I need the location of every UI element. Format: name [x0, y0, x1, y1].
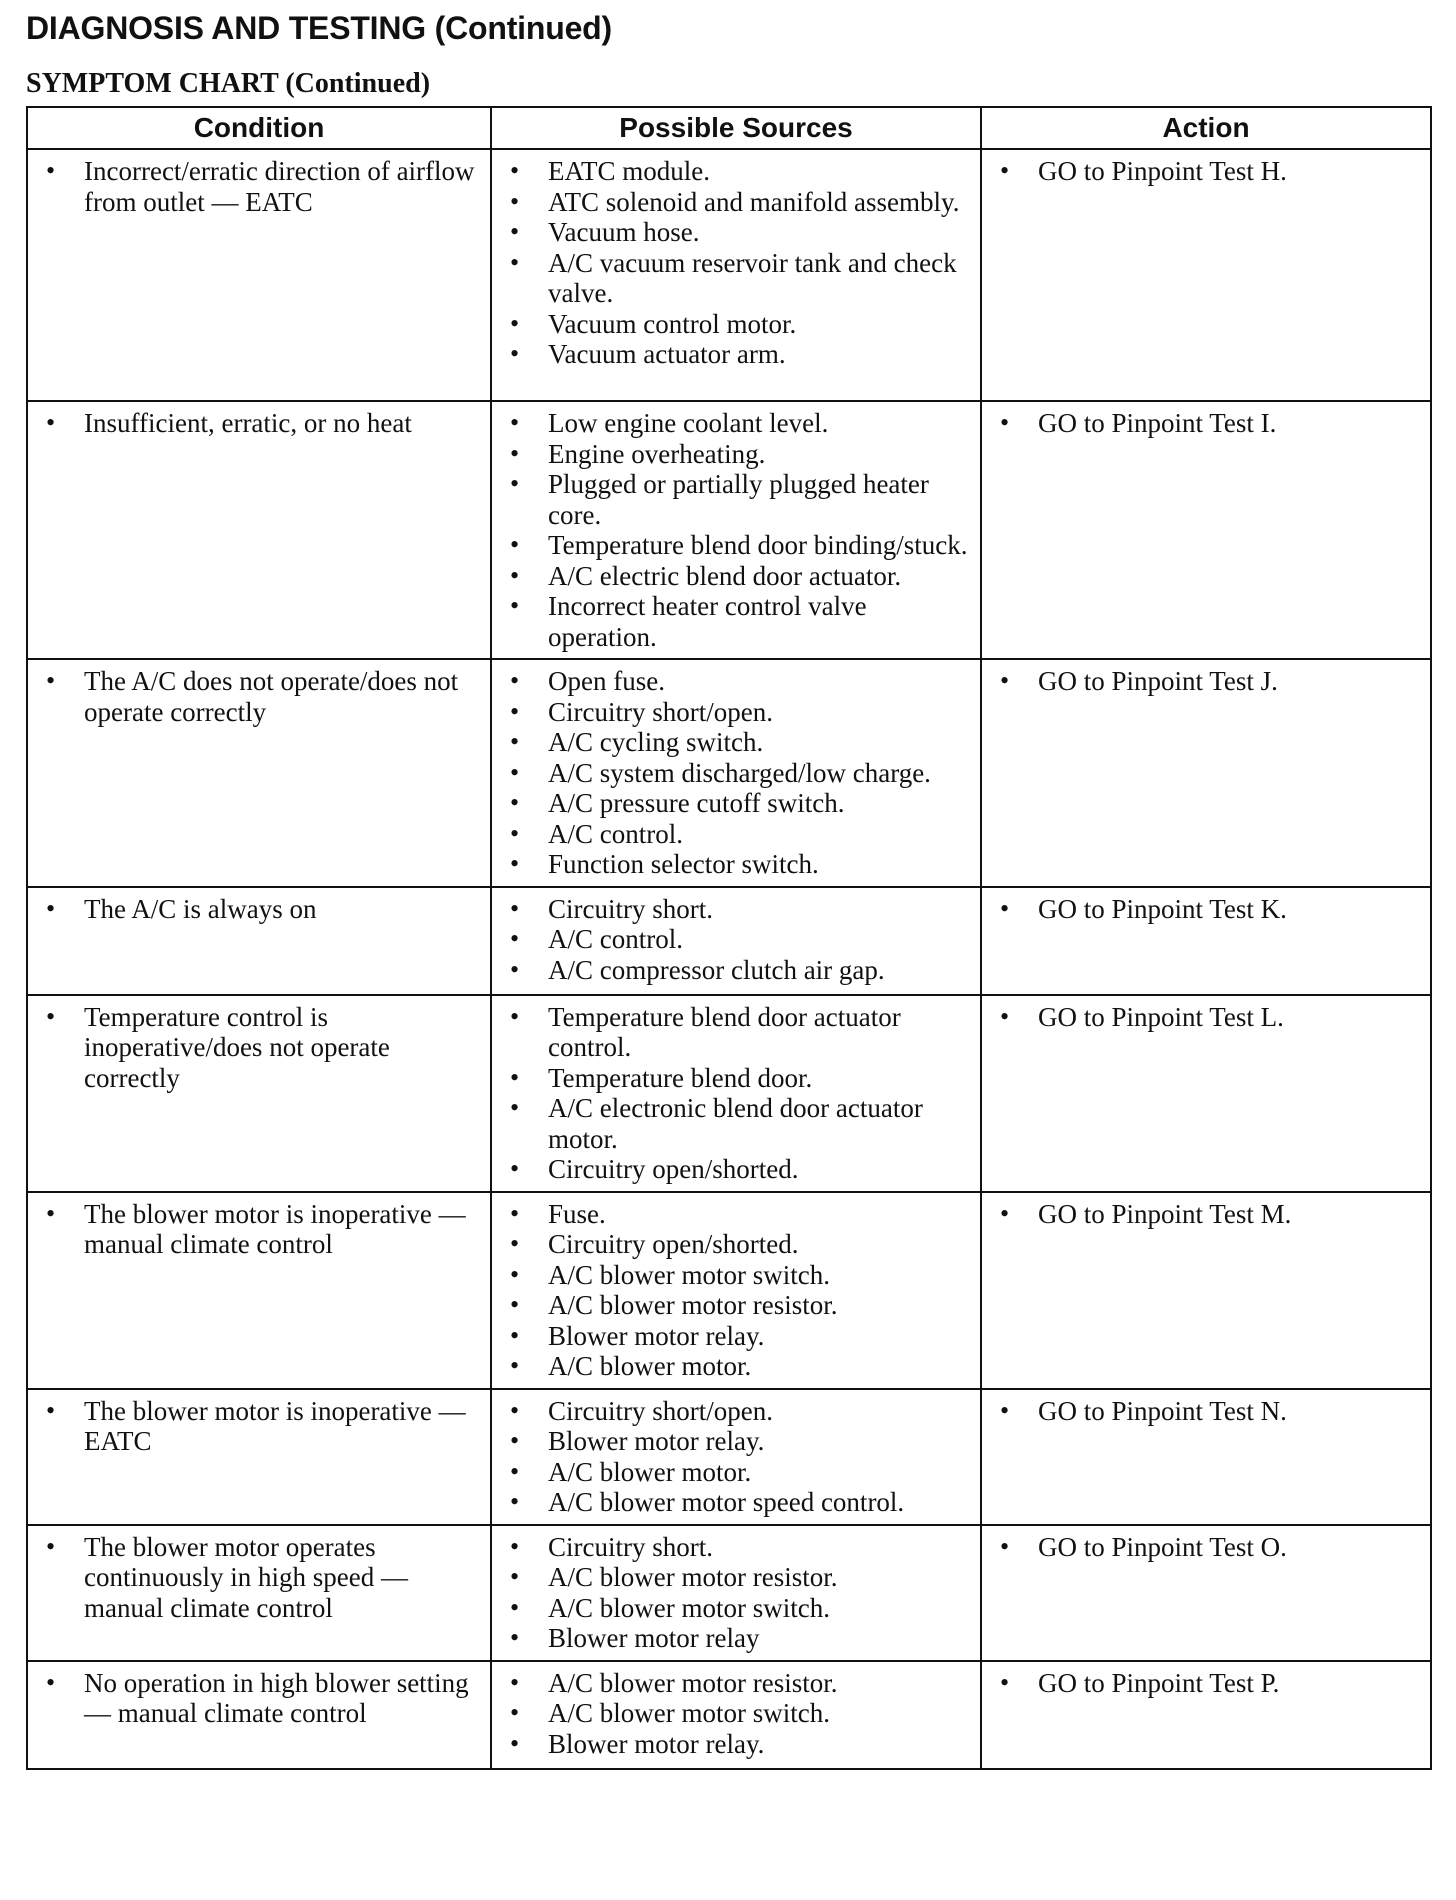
condition-cell — [27, 149, 491, 401]
possible-source-item: • A/C control. — [506, 819, 972, 850]
condition-text: • Incorrect/erratic direction of airflow from outlet — EATC — [42, 156, 482, 217]
condition-cell — [27, 1192, 491, 1389]
possible-source-item: • A/C compressor clutch air gap. — [506, 955, 972, 986]
possible-source-item: • Circuitry short/open. — [506, 697, 972, 728]
possible-sources-cell — [491, 149, 981, 401]
action-text: • GO to Pinpoint Test P. — [996, 1668, 1422, 1699]
action-cell — [981, 995, 1431, 1192]
action-cell — [981, 1389, 1431, 1525]
action-cell — [981, 401, 1431, 659]
condition-text: • The A/C is always on — [42, 894, 482, 925]
table-row — [27, 659, 1431, 887]
condition-text: • The blower motor is inoperative — EATC — [42, 1396, 482, 1457]
possible-source-item: • Circuitry short. — [506, 894, 972, 925]
condition-text: • Temperature control is inoperative/does not operate correctly — [42, 1002, 482, 1094]
possible-sources-cell — [491, 1525, 981, 1661]
action-cell — [981, 887, 1431, 995]
action-cell — [981, 1661, 1431, 1769]
condition-cell — [27, 887, 491, 995]
action-text: • GO to Pinpoint Test H. — [996, 156, 1422, 187]
section-subtitle: SYMPTOM CHART (Continued) — [26, 68, 431, 99]
possible-source-item: • Function selector switch. — [506, 849, 972, 880]
possible-source-item: • A/C cycling switch. — [506, 727, 972, 758]
possible-source-item: • Vacuum control motor. — [506, 309, 972, 340]
table-row — [27, 401, 1431, 659]
possible-sources-cell — [491, 401, 981, 659]
action-text: • GO to Pinpoint Test I. — [996, 408, 1422, 439]
possible-source-item: • Temperature blend door actuator control. — [506, 1002, 972, 1063]
action-cell — [981, 1525, 1431, 1661]
table-row — [27, 995, 1431, 1192]
possible-source-item: • Blower motor relay. — [506, 1321, 972, 1352]
possible-sources-cell — [491, 995, 981, 1192]
table-row — [27, 1661, 1431, 1769]
table-body — [27, 149, 1431, 1769]
possible-source-item: • A/C electric blend door actuator. — [506, 561, 972, 592]
condition-cell — [27, 659, 491, 887]
action-cell — [981, 1192, 1431, 1389]
condition-text: • The blower motor operates continuously in high speed — manual climate control — [42, 1532, 482, 1624]
condition-text: • The blower motor is inoperative — manual climate control — [42, 1199, 482, 1260]
page-title: DIAGNOSIS AND TESTING (Continued) — [26, 10, 612, 46]
possible-source-item: • Blower motor relay. — [506, 1729, 972, 1760]
action-text: • GO to Pinpoint Test K. — [996, 894, 1422, 925]
condition-cell — [27, 1661, 491, 1769]
possible-source-item: • A/C pressure cutoff switch. — [506, 788, 972, 819]
possible-sources-cell — [491, 1192, 981, 1389]
action-cell — [981, 659, 1431, 887]
action-text: • GO to Pinpoint Test M. — [996, 1199, 1422, 1230]
column-header-action: Action — [981, 107, 1431, 149]
condition-cell — [27, 995, 491, 1192]
possible-sources-cell — [491, 1661, 981, 1769]
possible-source-item: • Circuitry open/shorted. — [506, 1154, 972, 1185]
possible-source-item: • A/C blower motor switch. — [506, 1593, 972, 1624]
table-row — [27, 887, 1431, 995]
possible-sources-cell — [491, 659, 981, 887]
possible-source-item: • Blower motor relay — [506, 1623, 972, 1654]
action-cell — [981, 149, 1431, 401]
possible-sources-cell — [491, 1389, 981, 1525]
condition-text: • The A/C does not operate/does not operate correctly — [42, 666, 482, 727]
table-row — [27, 149, 1431, 401]
possible-source-item: • A/C vacuum reservoir tank and check valve. — [506, 248, 972, 309]
possible-source-item: • Circuitry short/open. — [506, 1396, 972, 1427]
possible-source-item: • Circuitry short. — [506, 1532, 972, 1563]
possible-source-item: • Vacuum hose. — [506, 217, 972, 248]
condition-cell — [27, 401, 491, 659]
possible-source-item: • A/C blower motor switch. — [506, 1698, 972, 1729]
possible-source-item: • Incorrect heater control valve operation. — [506, 591, 972, 652]
action-text: • GO to Pinpoint Test J. — [996, 666, 1422, 697]
possible-source-item: • A/C blower motor switch. — [506, 1260, 972, 1291]
possible-source-item: • Low engine coolant level. — [506, 408, 972, 439]
action-text: • GO to Pinpoint Test N. — [996, 1396, 1422, 1427]
possible-source-item: • A/C control. — [506, 924, 972, 955]
column-header-possible-sources: Possible Sources — [491, 107, 981, 149]
table-header-row — [27, 107, 1431, 149]
possible-source-item: • A/C blower motor resistor. — [506, 1668, 972, 1699]
action-text: • GO to Pinpoint Test L. — [996, 1002, 1422, 1033]
possible-sources-cell — [491, 887, 981, 995]
possible-source-item: • Engine overheating. — [506, 439, 972, 470]
possible-source-item: • A/C blower motor speed control. — [506, 1487, 972, 1518]
possible-source-item: • A/C system discharged/low charge. — [506, 758, 972, 789]
condition-cell — [27, 1389, 491, 1525]
column-header-condition: Condition — [27, 107, 491, 149]
table-row — [27, 1525, 1431, 1661]
possible-source-item: • ATC solenoid and manifold assembly. — [506, 187, 972, 218]
possible-source-item: • A/C blower motor resistor. — [506, 1562, 972, 1593]
possible-source-item: • A/C blower motor resistor. — [506, 1290, 972, 1321]
possible-source-item: • A/C blower motor. — [506, 1351, 972, 1382]
possible-source-item: • Fuse. — [506, 1199, 972, 1230]
possible-source-item: • Temperature blend door. — [506, 1063, 972, 1094]
table-row — [27, 1192, 1431, 1389]
possible-source-item: • Temperature blend door binding/stuck. — [506, 530, 972, 561]
symptom-chart-table — [26, 106, 1432, 1770]
possible-source-item: • Plugged or partially plugged heater core. — [506, 469, 972, 530]
condition-text: • Insufficient, erratic, or no heat — [42, 408, 482, 439]
possible-source-item: • A/C electronic blend door actuator motor. — [506, 1093, 972, 1154]
possible-source-item: • A/C blower motor. — [506, 1457, 972, 1488]
possible-source-item: • EATC module. — [506, 156, 972, 187]
document-page — [26, 8, 1430, 1770]
condition-cell — [27, 1525, 491, 1661]
condition-text: • No operation in high blower setting — manual climate control — [42, 1668, 482, 1729]
possible-source-item: • Circuitry open/shorted. — [506, 1229, 972, 1260]
possible-source-item: • Vacuum actuator arm. — [506, 339, 972, 370]
possible-source-item: • Blower motor relay. — [506, 1426, 972, 1457]
table-row — [27, 1389, 1431, 1525]
possible-source-item: • Open fuse. — [506, 666, 972, 697]
action-text: • GO to Pinpoint Test O. — [996, 1532, 1422, 1563]
